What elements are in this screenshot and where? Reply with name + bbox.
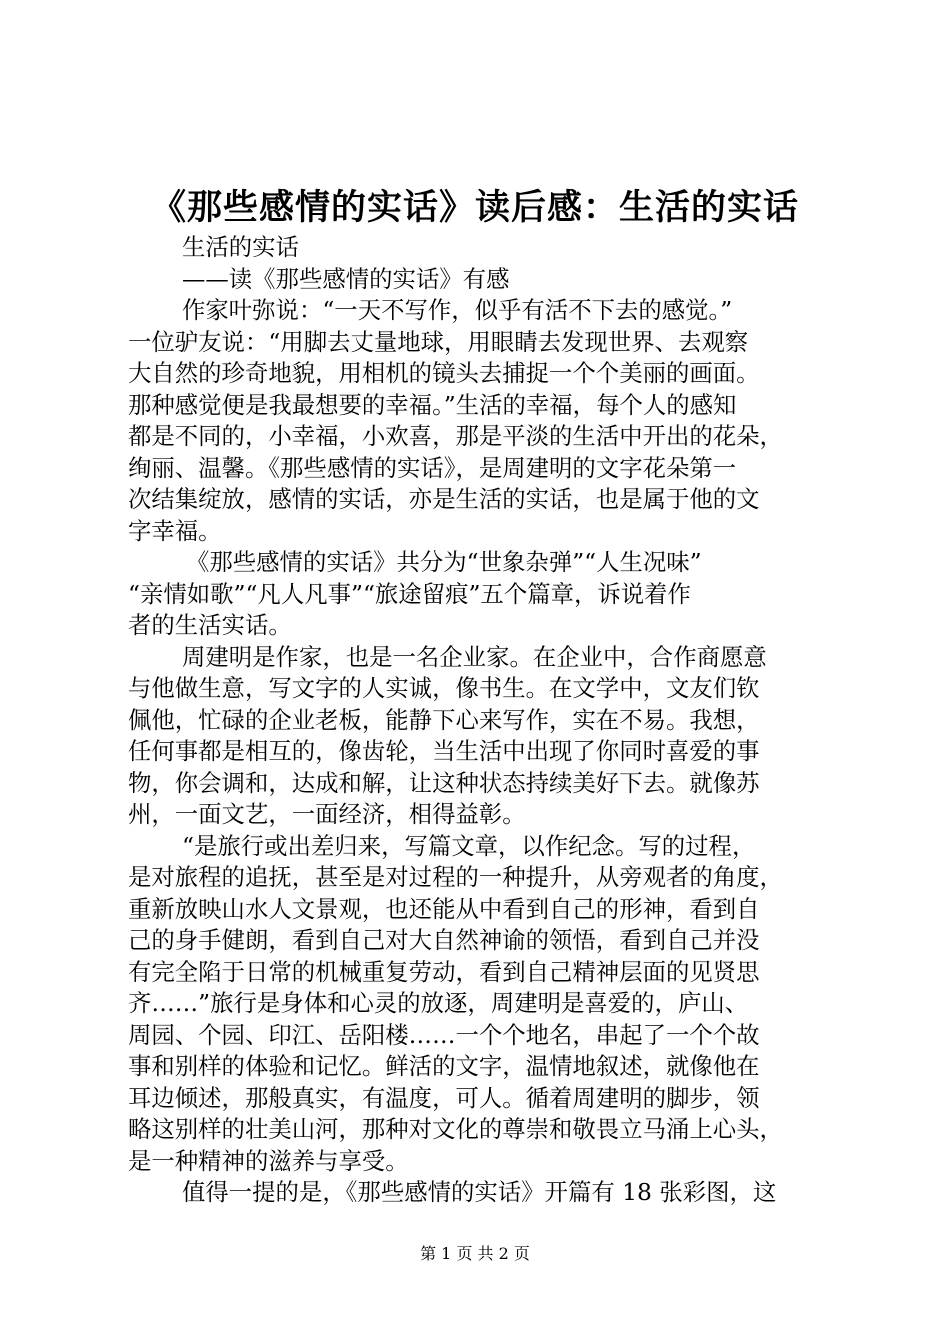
text-line: 次结集绽放，感情的实话，亦是生活的实话，也是属于他的文 [128,485,760,513]
text-line: 与他做生意，写文字的人实诚，像书生。在文学中，文友们钦 [128,674,760,702]
text-line: 有完全陷于日常的机械重复劳动，看到自己精神层面的见贤思 [128,957,760,986]
text-line: 重新放映山水人文景观，也还能从中看到自己的形神，看到自 [128,894,760,923]
text-line: 是对旅程的追抚，甚至是对过程的一种提升，从旁观者的角度， [128,863,783,891]
text-line: 州，一面文艺，一面经济，相得益彰。 [128,800,526,828]
page-footer: 第 1 页 共 2 页 [420,1244,530,1263]
text-line: “是旅行或出差归来，写篇文章，以作纪念。写的过程， [182,831,756,860]
text-line: 佩他，忙碌的企业老板，能静下心来写作，实在不易。我想， [128,705,760,734]
text-line: 略这别样的壮美山河，那种对文化的尊崇和敬畏立马涌上心头， [128,1115,783,1143]
text-line: 是一种精神的滋养与享受。 [128,1146,409,1175]
text-line: 那种感觉便是我最想要的幸福。”生活的幸福，每个人的感知 [128,390,737,419]
text-line: 齐……”旅行是身体和心灵的放逐，周建明是喜爱的，庐山、 [128,989,749,1017]
text-line: 大自然的珍奇地貌，用相机的镜头去捕捉一个个美丽的画面。 [128,359,760,387]
text-line: 物，你会调和，达成和解，让这种状态持续美好下去。就像苏 [128,768,760,797]
text-line: 周园、个园、印江、岳阳楼……一个个地名，串起了一个个故 [128,1020,760,1049]
text-line: 者的生活实话。 [128,611,292,639]
text-line: 周建明是作家，也是一名企业家。在企业中，合作商愿意 [182,642,767,671]
text-line: 耳边倾述，那般真实，有温度，可人。循着周建明的脚步，领 [128,1083,760,1112]
text-line: 任何事都是相互的，像齿轮，当生活中出现了你同时喜爱的事 [128,737,760,765]
text-line: 绚丽、温馨。《那些感情的实话》，是周建明的文字花朵第一 [128,453,737,482]
subtitle-line: ——读《那些感情的实话》有感 [182,264,510,293]
text-line: “亲情如歌”“凡人凡事”“旅途留痕”五个篇章，诉说着作 [128,579,691,608]
text-line: 事和别样的体验和记忆。鲜活的文字，温情地叙述，就像他在 [128,1052,760,1080]
text-line: 《那些感情的实话》共分为“世象杂弹”“人生况味” [186,548,702,576]
text-line: 字幸福。 [128,516,222,545]
document-title: 《那些感情的实话》读后感：生活的实话 [150,187,799,228]
text-line: 值得一提的是，《那些感情的实话》开篇有 18 张彩图，这 [182,1178,777,1206]
text-line: 都是不同的，小幸福，小欢喜，那是平淡的生活中开出的花朵， [128,422,783,450]
text-line: 己的身手健朗，看到自己对大自然神谕的领悟，看到自己并没 [128,926,760,954]
text-line: 作家叶弥说：“一天不写作，似乎有活不下去的感觉。” [182,296,733,324]
document-body [128,232,840,1209]
subtitle-line: 生活的实话 [182,233,299,261]
text-line: 一位驴友说：“用脚去丈量地球，用眼睛去发现世界、去观察 [128,327,749,356]
